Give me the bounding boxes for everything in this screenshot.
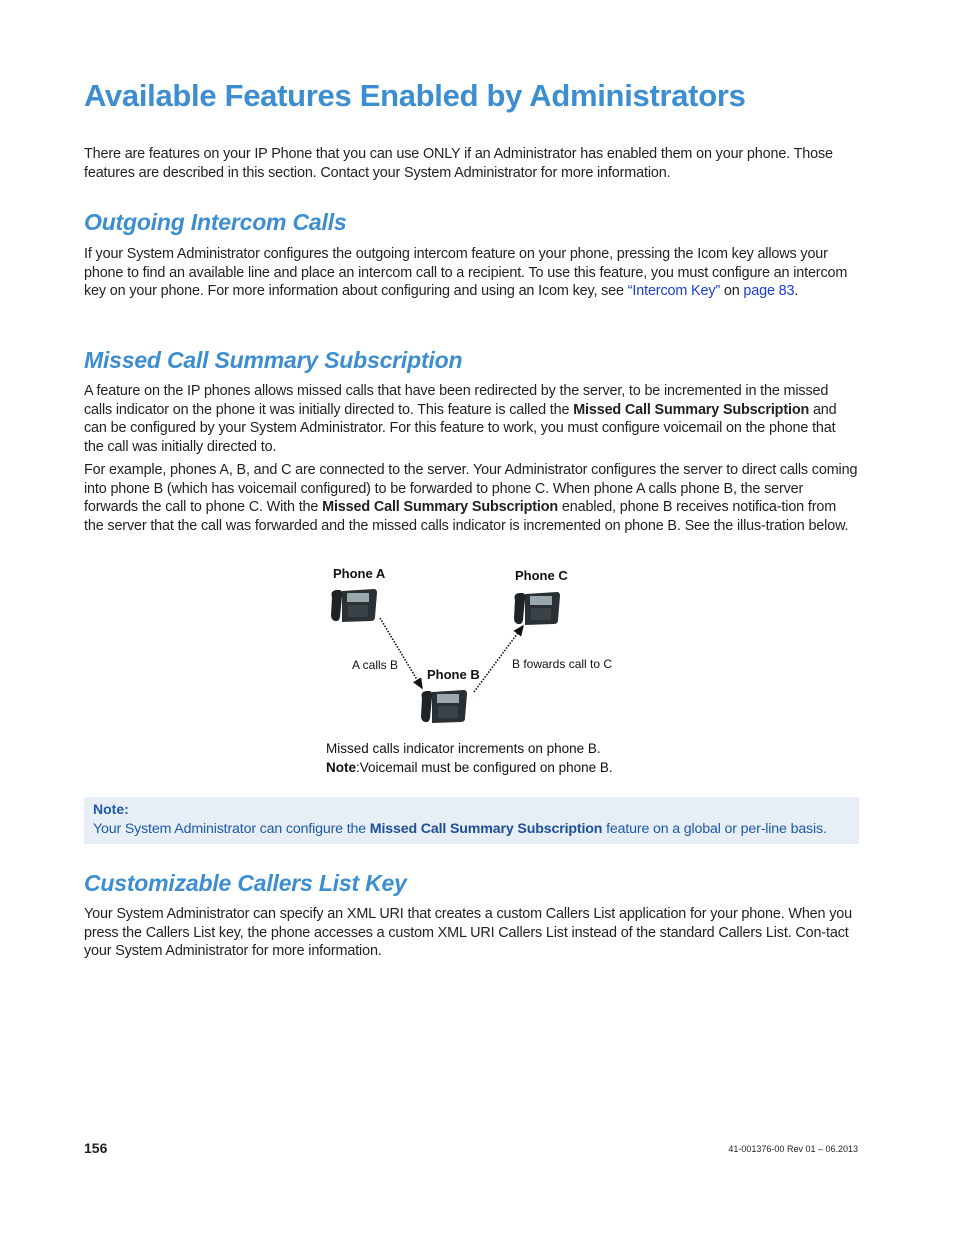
a-calls-b-label: A calls B xyxy=(352,658,399,672)
caption-note-text: :Voicemail must be configured on phone B. xyxy=(356,760,613,775)
note-title: Note: xyxy=(93,801,129,817)
missed-p2-text: For example, phones A, B, and C are connected to the server. Your Administrator configures the server to direct calls coming into phone B (which has voicemail configured) to be forwarded to phone C. When phone A calls phone B, the server forwards the call to phone C. With the xyxy=(84,462,858,516)
note-text-bold: Missed Call Summary Subscription xyxy=(369,821,603,837)
outgoing-text: If your System Administrator configures the outgoing intercom feature on your phone, pressing the Icom key allows your phone to find an available line and place an intercom call to a recipient. To use this feature, you must configure an intercom key on your phone. For more information about configuring and using an Icom key, see xyxy=(84,246,848,300)
missed-paragraph-1 xyxy=(84,382,858,457)
missed-p1-bold: Missed Call Summary Subscription xyxy=(573,401,810,418)
intro-paragraph: There are features on your IP Phone that you can use ONLY if an Administrator has enabled them on your phone. Those features are described in this section. Contact your System Administrator for more information. xyxy=(84,146,833,181)
note-box xyxy=(84,797,859,844)
phone-a-icon xyxy=(330,587,378,625)
caption-note-bold: Note xyxy=(326,760,356,775)
page-number: 156 xyxy=(84,1140,108,1156)
missed-p1-text-end: and can be configured by your System Administrator. For this feature to work, you must configure voicemail on the phone that the call was initially directed to. xyxy=(84,401,837,456)
heading-missed-call-summary: Missed Call Summary Subscription xyxy=(84,347,463,373)
outgoing-text-mid: on xyxy=(720,283,744,300)
missed-p2-text-end: enabled, phone B receives notifica-tion from the server that the call was forwarded and the missed calls indicator is incremented on phone B. See the illus-tration below. xyxy=(84,499,849,535)
missed-p2-bold: Missed Call Summary Subscription xyxy=(322,499,559,516)
note-text-a: Your System Administrator can configure the xyxy=(93,821,370,837)
page-83-link[interactable]: page 83 xyxy=(743,283,795,300)
outgoing-text-end: . xyxy=(794,283,799,300)
outgoing-intercom-paragraph xyxy=(84,245,858,301)
heading-outgoing-intercom: Outgoing Intercom Calls xyxy=(84,209,347,235)
phone-c-icon xyxy=(513,590,561,628)
missed-paragraph-2 xyxy=(84,461,858,536)
note-text xyxy=(93,821,827,837)
phone-b-icon xyxy=(420,688,468,726)
phone-c-label: Phone C xyxy=(515,568,568,583)
arrow-a-to-b xyxy=(380,618,422,688)
diagram-caption-2 xyxy=(326,760,613,775)
missed-p1-text: A feature on the IP phones allows missed calls that have been redirected by the server, to be incremented in the missed calls indicator on the phone it was initially directed to. This feature is called the xyxy=(84,383,829,418)
b-forwards-label: B fowards call to C xyxy=(512,657,613,671)
document-id: 41-001376-00 Rev 01 – 06.2013 xyxy=(728,1144,858,1154)
heading-customizable-callers: Customizable Callers List Key xyxy=(84,870,407,896)
phone-b-label: Phone B xyxy=(427,667,480,682)
phone-a-label: Phone A xyxy=(333,566,386,581)
callers-list-paragraph: Your System Administrator can specify an XML URI that creates a custom Callers List application for your phone. When you press the Callers List key, the phone accesses a custom XML URI Callers List instead of the standard Callers List. Con-tact your System Administrator for more information. xyxy=(84,906,852,960)
intercom-key-link[interactable]: “Intercom Key” xyxy=(627,283,721,300)
note-text-b: feature on a global or per-line basis. xyxy=(602,821,827,837)
page-title: Available Features Enabled by Administrators xyxy=(84,78,746,113)
diagram-caption-1: Missed calls indicator increments on phone B. xyxy=(326,741,601,756)
